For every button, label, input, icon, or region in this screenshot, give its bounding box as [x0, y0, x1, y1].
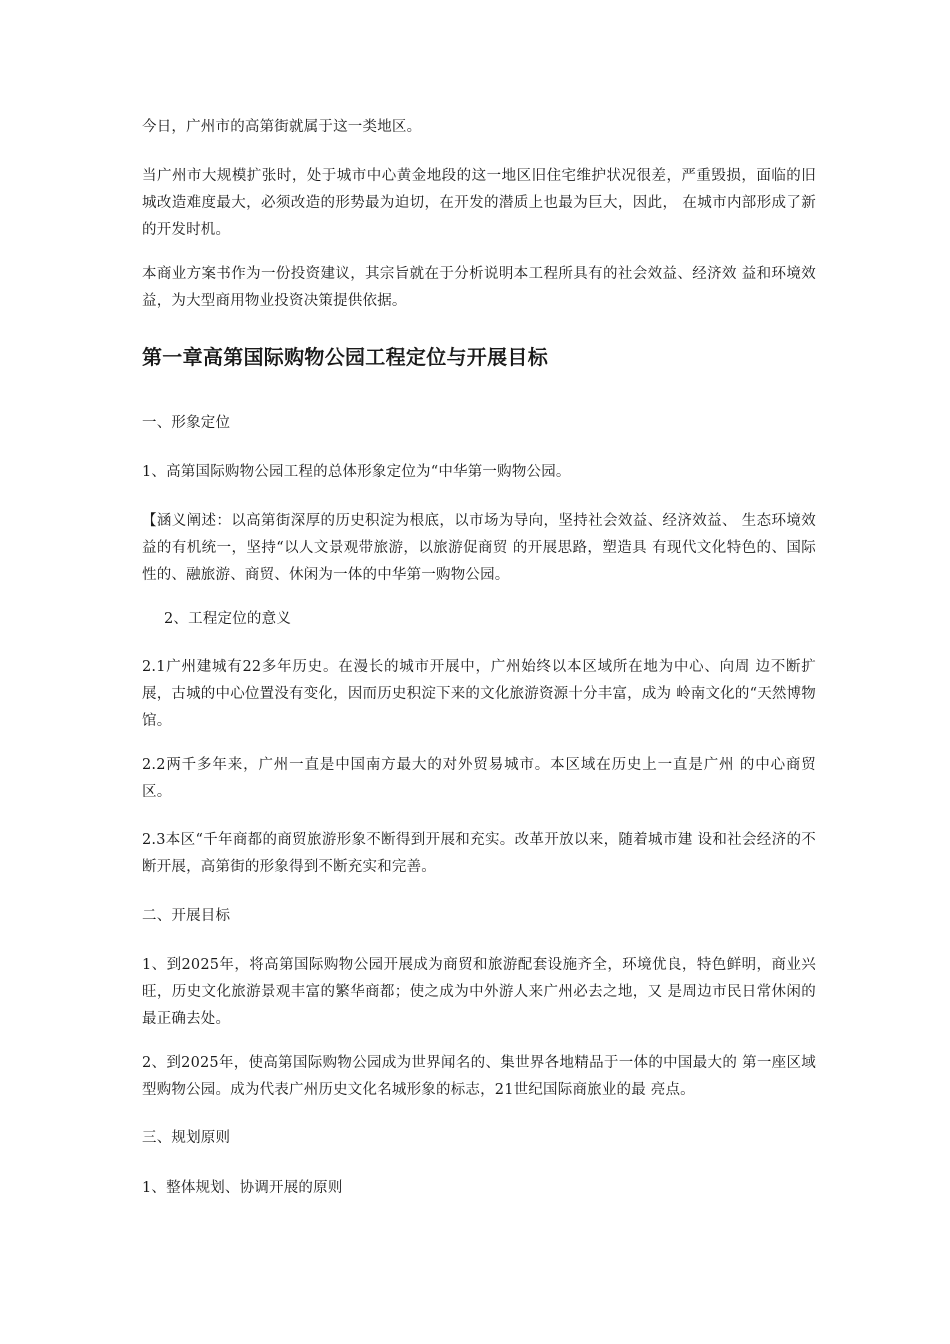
- paragraph-2-2: 2.2两千多年来，广州一直是中国南方最大的对外贸易城市。本区域在历史上一直是广州 的中心商贸区。: [142, 757, 816, 800]
- paragraph-2-1: 2.1广州建城有22多年历史。在漫长的城市开展中，广州始终以本区域所在地为中心、向周 边不断扩展，古城的中心位置没有变化，因而历史积淀下来的文化旅游资源十分丰富，成为 岭南文化的“天然博物馆。: [142, 659, 816, 729]
- paragraph-goal-2: 2、到2025年，使高第国际购物公园成为世界闻名的、集世界各地精品于一体的中国最大的 第一座区域型购物公园。成为代表广州历史文化名城形象的标志，21世纪国际商旅业的最 亮点。: [142, 1055, 816, 1098]
- list-item-significance: 2、工程定位的意义: [164, 611, 292, 627]
- paragraph-explanation: 【涵义阐述：以高第街深厚的历史积淀为根底，以市场为导向，坚持社会效益、经济效益、 生态环境效益的有机统一，坚持“以人文景观带旅游，以旅游促商贸 的开展思路，塑造具 有现代文化特色的、国际性的、融旅游、商贸、休闲为一体的中华第一购物公园。: [142, 513, 816, 583]
- paragraph-2-3: 2.3本区“千年商都的商贸旅游形象不断得到开展和充实。改革开放以来，随着城市建 设和社会经济的不断开展，高第街的形象得到不断充实和完善。: [142, 832, 816, 875]
- section-heading-development-goals: 二、开展目标: [142, 908, 231, 924]
- paragraph-intro: 今日，广州市的高第街就属于这一类地区。: [142, 119, 422, 135]
- chapter-title: 第一章高第国际购物公园工程定位与开展目标: [142, 345, 548, 369]
- paragraph-goal-1: 1、到2025年，将高第国际购物公园开展成为商贸和旅游配套设施齐全，环境优良，特色鲜明，商业兴旺，历史文化旅游景观丰富的繁华商都；使之成为中外游人来广州必去之地，又 是周边市民日常休闲的最正确去处。: [142, 957, 816, 1027]
- section-heading-image-positioning: 一、形象定位: [142, 415, 231, 431]
- list-item-principle-1: 1、整体规划、协调开展的原则: [142, 1180, 343, 1196]
- paragraph-purpose: 本商业方案书作为一份投资建议，其宗旨就在于分析说明本工程所具有的社会效益、经济效 益和环境效益，为大型商用物业投资决策提供依据。: [142, 266, 816, 309]
- section-heading-planning-principles: 三、规划原则: [142, 1130, 231, 1146]
- list-item-overall-positioning: 1、高第国际购物公园工程的总体形象定位为“中华第一购物公园。: [142, 464, 571, 480]
- paragraph-expansion: 当广州市大规模扩张时，处于城市中心黄金地段的这一地区旧住宅维护状况很差，严重毁损，面临的旧城改造难度最大，必须改造的形势最为迫切，在开发的潜质上也最为巨大，因此， 在城市内部形成了新的开发时机。: [142, 168, 816, 238]
